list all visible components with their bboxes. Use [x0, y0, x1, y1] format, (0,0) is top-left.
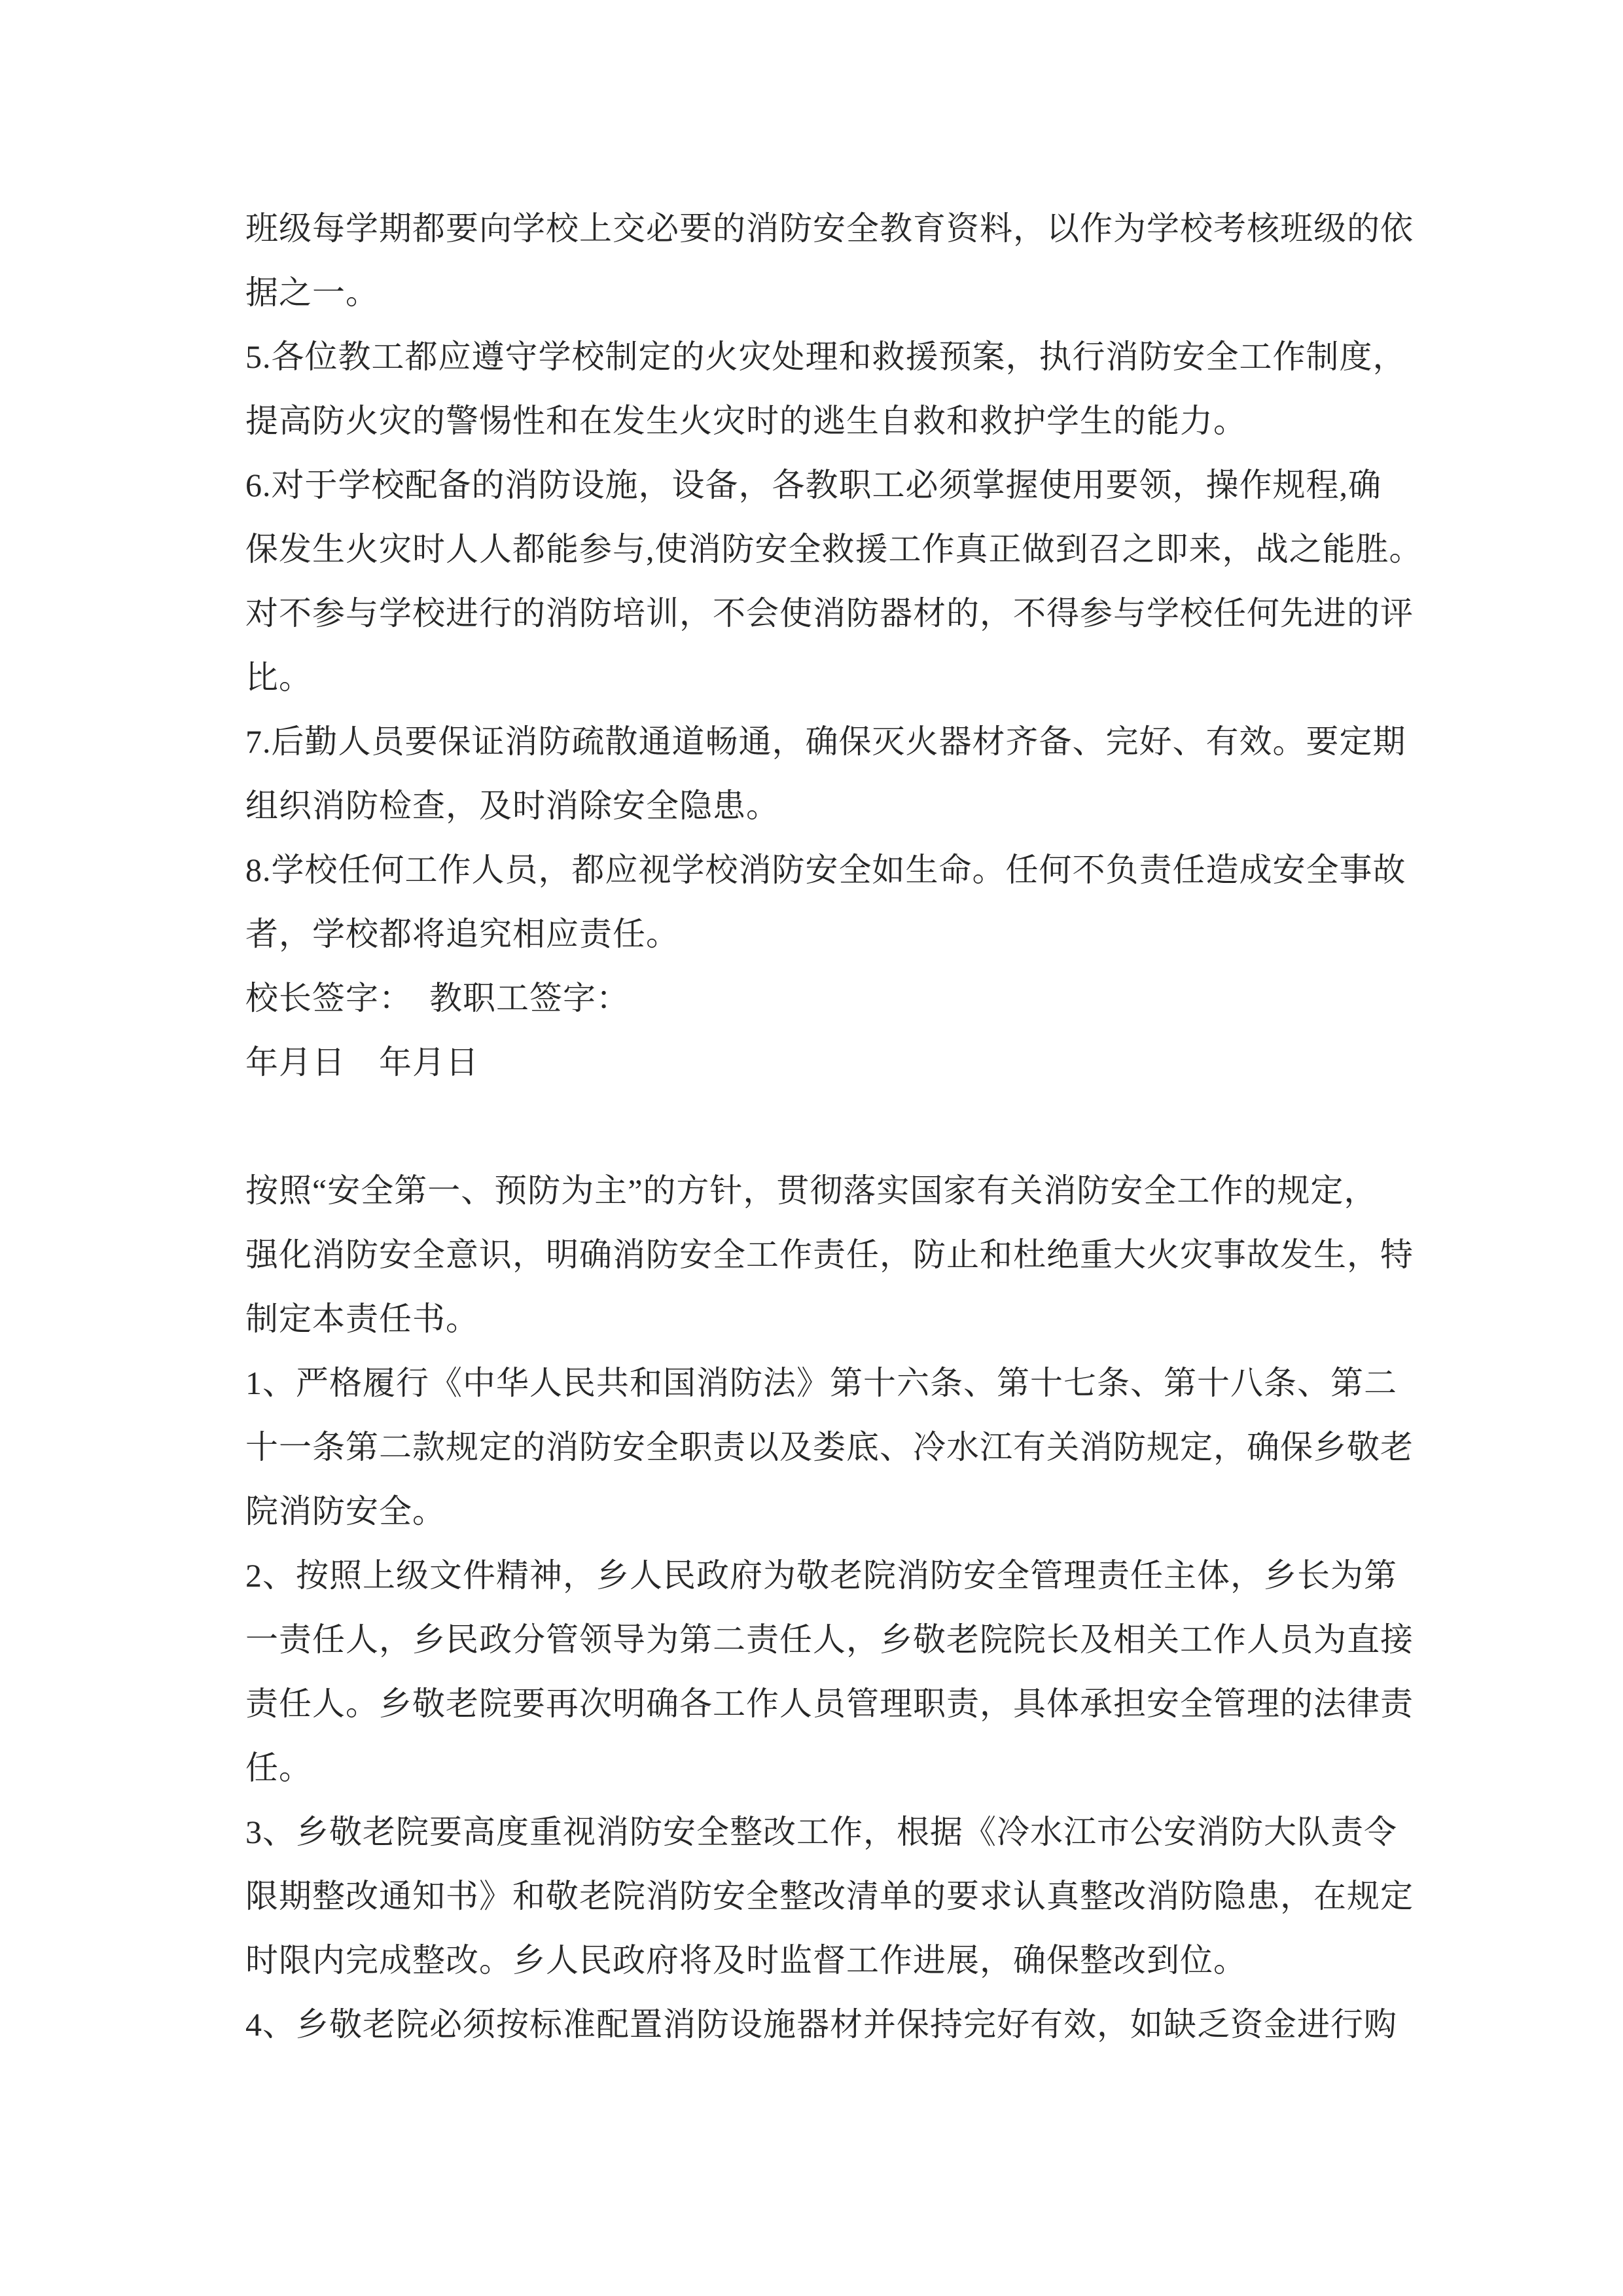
- text-line: 2、按照上级文件精神，乡人民政府为敬老院消防安全管理责任主体，乡长为第: [245, 1557, 1397, 1594]
- text-line: 组织消防检查，及时消除安全隐患。: [245, 787, 779, 824]
- text-line: 校长签字： 教职工签字：: [245, 980, 630, 1016]
- text-line: 院消防安全。: [245, 1493, 446, 1530]
- text-line: 班级每学期都要向学校上交必要的消防安全教育资料，以作为学校考核班级的依: [245, 210, 1414, 247]
- text-line: 按照“安全第一、预防为主”的方针，贯彻落实国家有关消防安全工作的规定，: [245, 1172, 1378, 1209]
- text-line: 制定本责任书。: [245, 1300, 479, 1337]
- text-line: 年月日 年月日: [245, 1044, 479, 1081]
- school-fire-safety-section: [245, 196, 1433, 1094]
- text-line: 时限内完成整改。乡人民政府将及时监督工作进展，确保整改到位。: [245, 1942, 1247, 1979]
- text-line: 任。: [245, 1749, 312, 1786]
- text-line: 据之一。: [245, 274, 379, 311]
- text-line: 强化消防安全意识，明确消防安全工作责任，防止和杜绝重大火灾事故发生，特: [245, 1236, 1414, 1273]
- nursing-home-responsibility-section: [245, 1158, 1433, 2056]
- text-line: 1、严格履行《中华人民共和国消防法》第十六条、第十七条、第十八条、第二: [245, 1365, 1397, 1401]
- text-line: 一责任人，乡民政分管领导为第二责任人，乡敬老院院长及相关工作人员为直接: [245, 1621, 1414, 1658]
- text-line: 比。: [245, 659, 312, 696]
- text-line: 8.学校任何工作人员，都应视学校消防安全如生命。任何不负责任造成安全事故: [245, 852, 1406, 888]
- document-body: [245, 196, 1433, 2056]
- text-line: 保发生火灾时人人都能参与,使消防安全救援工作真正做到召之即来，战之能胜。: [245, 531, 1423, 567]
- text-line: 3、乡敬老院要高度重视消防安全整改工作，根据《冷水江市公安消防大队责令: [245, 1814, 1397, 1850]
- text-line: 十一条第二款规定的消防安全职责以及娄底、冷水江有关消防规定，确保乡敬老: [245, 1429, 1414, 1465]
- text-line: 限期整改通知书》和敬老院消防安全整改清单的要求认真整改消防隐患，在规定: [245, 1878, 1414, 1914]
- text-line: 对不参与学校进行的消防培训，不会使消防器材的，不得参与学校任何先进的评: [245, 595, 1414, 632]
- text-line: 责任人。乡敬老院要再次明确各工作人员管理职责，具体承担安全管理的法律责: [245, 1685, 1414, 1722]
- text-line: 4、乡敬老院必须按标准配置消防设施器材并保持完好有效，如缺乏资金进行购: [245, 2006, 1397, 2043]
- text-line: 7.后勤人员要保证消防疏散通道畅通，确保灭火器材齐备、完好、有效。要定期: [245, 723, 1406, 760]
- text-line: 提高防火灾的警惕性和在发生火灾时的逃生自救和救护学生的能力。: [245, 403, 1247, 439]
- text-line: 6.对于学校配备的消防设施，设备，各教职工必须掌握使用要领，操作规程,确: [245, 467, 1382, 503]
- text-line: 者，学校都将追究相应责任。: [245, 916, 679, 952]
- text-line: 5.各位教工都应遵守学校制定的火灾处理和救援预案，执行消防安全工作制度，: [245, 338, 1406, 375]
